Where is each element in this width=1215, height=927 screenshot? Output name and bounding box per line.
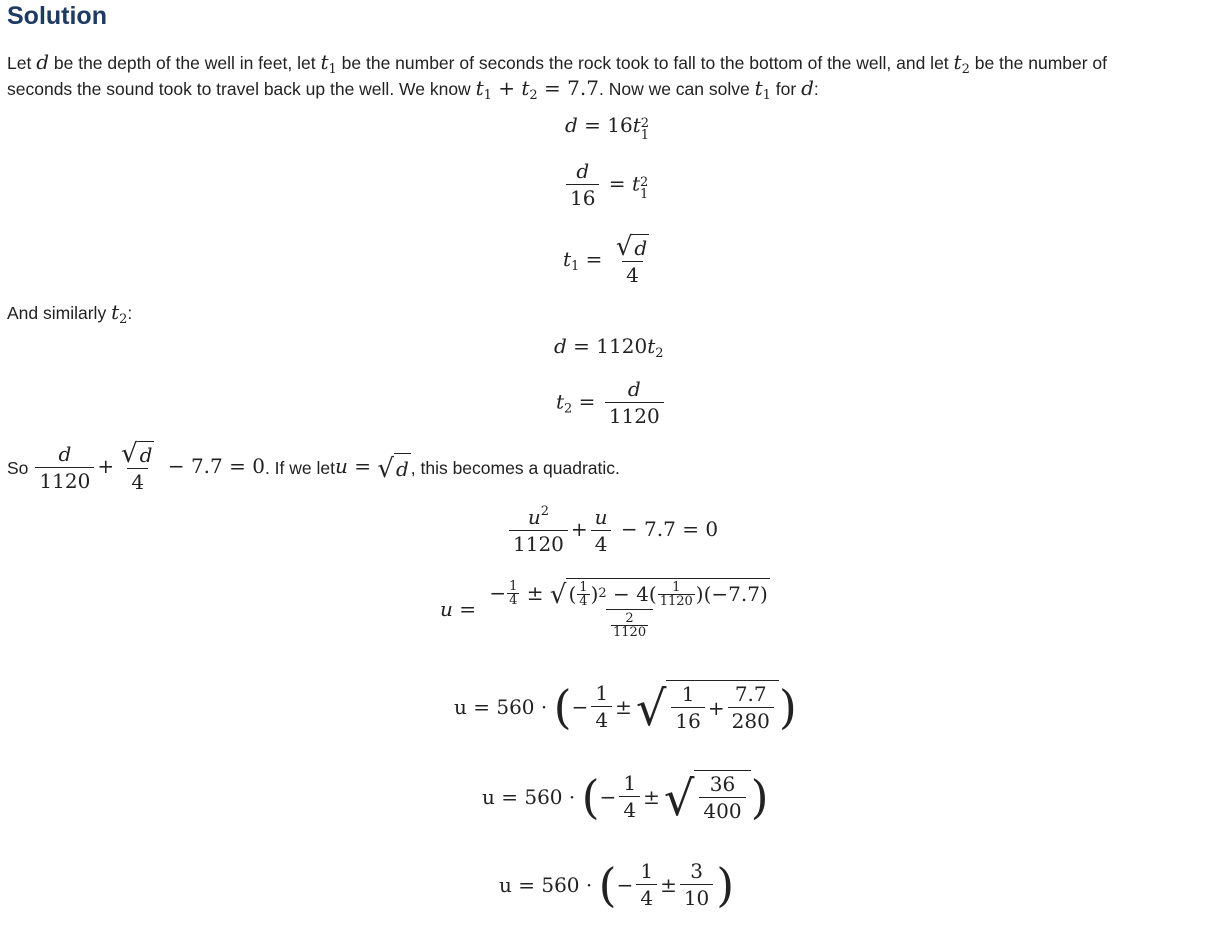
quadratic-formula: u = − $\frac{1}{4}$ ± √ ( $\frac{1}{4}$ ) 2 − 4( $\frac{1}{1120}$ )(−7.7) $\frac{2}{1120}$ xyxy=(440,578,768,640)
equation-d-1120t2: $d = 1120t_2$ xyxy=(554,334,664,361)
simplified-step-2: u = 560 · ( − $\frac{1}{4}$ ± √ $\frac{36}{400}$ ) xyxy=(482,769,769,827)
quadratic-equation: $\frac{u^2}{1120}$ + $\frac{u}{4}$ − 7.7 = 0 xyxy=(506,505,718,556)
intro-line-1: Let d be the depth of the well in feet, let $t_1$ be the number of seconds the rock took to fall to the bottom of the well, and let $t_2$ be the number of xyxy=(7,50,1108,77)
equation-d-16t1sq: d = 16t 2 1 xyxy=(565,113,650,143)
equation-d-over-16: $\frac{d}{16}$ = t 2 1 xyxy=(563,160,648,210)
solution-heading: Solution xyxy=(7,2,107,30)
similarly-line: And similarly $t_2$: xyxy=(7,300,133,327)
so-line: So $\frac{d}{1120}$ + √ d 4 − 7.7 = 0 . If we let u = √ d , this becomes a quadratic. xyxy=(7,439,620,494)
equation-t2-d-over-1120: $t_2$ = $\frac{d}{1120}$ xyxy=(556,378,667,428)
simplified-step-1: u = 560 · ( − $\frac{1}{4}$ ± √ $\frac{1}{16}$ + $\frac{7.7}{280}$ ) xyxy=(454,679,797,737)
simplified-step-3: u = 560 · ( − $\frac{1}{4}$ ± $\frac{3}{10}$ ) xyxy=(499,858,735,912)
intro-line-2: seconds the sound took to travel back up the well. We know $t_1 + t_2 = 7.7$. Now we can solve $t_1$ for d: xyxy=(7,76,819,103)
equation-t1-sqrt-d: $t_1$ = √ d 4 xyxy=(563,232,648,287)
